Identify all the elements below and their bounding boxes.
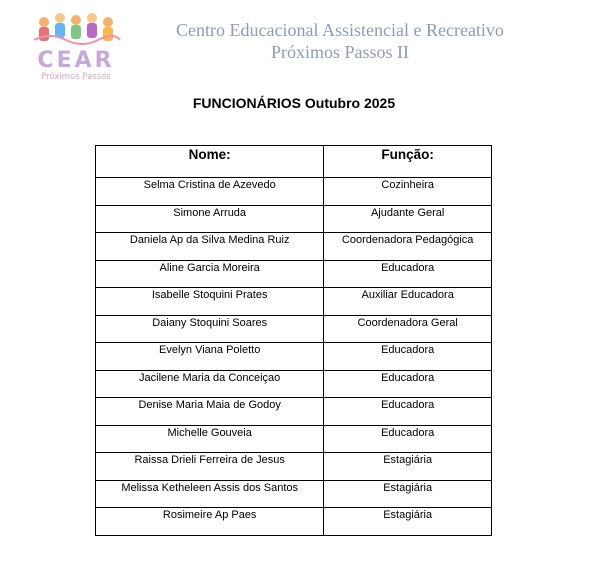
cell-funcao: Auxiliar Educadora bbox=[324, 288, 492, 316]
cell-funcao: Educadora bbox=[324, 425, 492, 453]
cear-logo bbox=[30, 10, 122, 82]
children-logo-image bbox=[30, 10, 122, 82]
cell-funcao: Educadora bbox=[324, 343, 492, 371]
table-row bbox=[96, 398, 492, 426]
cell-funcao: Estagiária bbox=[324, 453, 492, 481]
staff-table bbox=[95, 145, 492, 536]
cell-nome: Daniela Ap da Silva Medina Ruiz bbox=[96, 233, 324, 261]
cell-nome: Raissa Drieli Ferreira de Jesus bbox=[96, 453, 324, 481]
org-name-line2: Próximos Passos II bbox=[270, 42, 409, 62]
table-row bbox=[96, 315, 492, 343]
table-row bbox=[96, 288, 492, 316]
cell-funcao: Coordenadora Geral bbox=[324, 315, 492, 343]
cell-nome: Melissa Ketheleen Assis dos Santos bbox=[96, 480, 324, 508]
cell-funcao: Educadora bbox=[324, 260, 492, 288]
cell-funcao: Estagiária bbox=[324, 480, 492, 508]
cell-nome: Simone Arruda bbox=[96, 205, 324, 233]
cell-nome: Selma Cristina de Azevedo bbox=[96, 178, 324, 206]
cell-funcao: Estagiária bbox=[324, 508, 492, 536]
logo-subtext: Próximos Passos bbox=[41, 72, 111, 82]
table-row bbox=[96, 480, 492, 508]
cell-nome: Denise Maria Maia de Godoy bbox=[96, 398, 324, 426]
cell-nome: Michelle Gouveia bbox=[96, 425, 324, 453]
table-row bbox=[96, 453, 492, 481]
org-name-line1: Centro Educacional Assistencial e Recreativo bbox=[176, 20, 504, 40]
cell-nome: Rosimeire Ap Paes bbox=[96, 508, 324, 536]
cell-funcao: Coordenadora Pedagógica bbox=[324, 233, 492, 261]
cell-nome: Isabelle Stoquini Prates bbox=[96, 288, 324, 316]
table-row bbox=[96, 370, 492, 398]
table-row bbox=[96, 260, 492, 288]
cell-nome: Aline Garcia Moreira bbox=[96, 260, 324, 288]
table-row bbox=[96, 425, 492, 453]
table-row bbox=[96, 508, 492, 536]
column-header-funcao: Função: bbox=[324, 146, 492, 178]
cell-funcao: Ajudante Geral bbox=[324, 205, 492, 233]
cell-nome: Daiany Stoquini Soares bbox=[96, 315, 324, 343]
table-row bbox=[96, 343, 492, 371]
cell-nome: Jacilene Maria da Conceiçao bbox=[96, 370, 324, 398]
document-title: FUNCIONÁRIOS Outubro 2025 bbox=[192, 95, 396, 111]
table-row bbox=[96, 233, 492, 261]
cell-nome: Evelyn Viana Poletto bbox=[96, 343, 324, 371]
cell-funcao: Cozinheira bbox=[324, 178, 492, 206]
cell-funcao: Educadora bbox=[324, 398, 492, 426]
table-header-row bbox=[96, 146, 492, 178]
table-row bbox=[96, 178, 492, 206]
cell-funcao: Educadora bbox=[324, 370, 492, 398]
table-row bbox=[96, 205, 492, 233]
column-header-nome: Nome: bbox=[96, 146, 324, 178]
logo-letters: CEAR bbox=[37, 48, 115, 73]
